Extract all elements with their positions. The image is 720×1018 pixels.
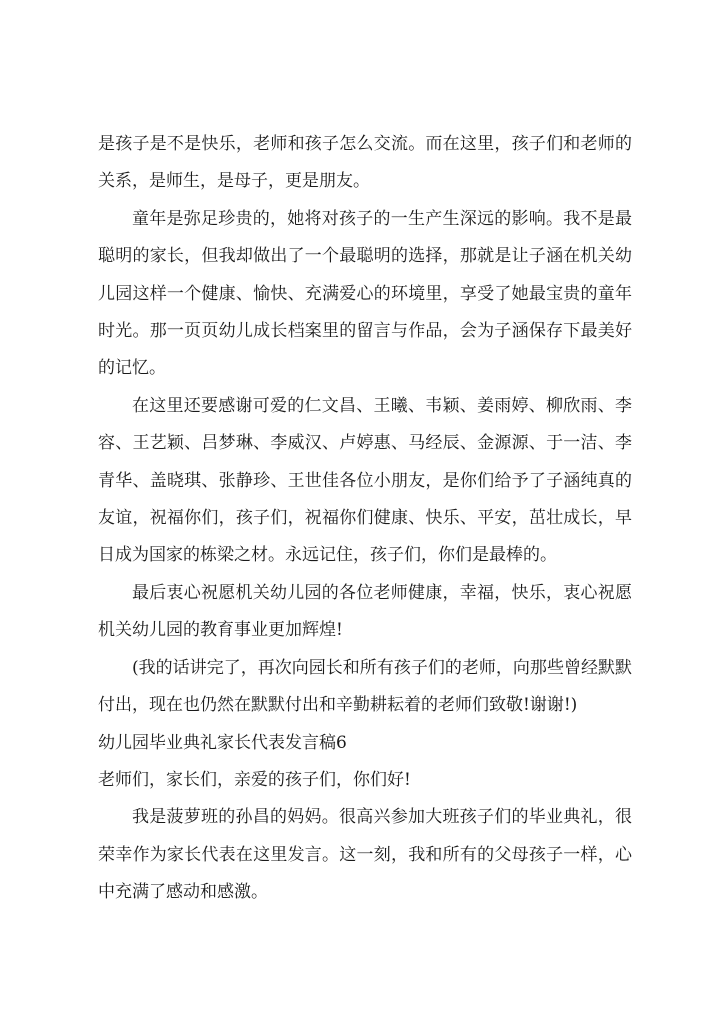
paragraph-4: 最后衷心祝愿机关幼儿园的各位老师健康，幸福，快乐，衷心祝愿机关幼儿园的教育事业更加辉煌! — [98, 582, 632, 641]
greeting: 老师们，家长们，亲爱的孩子们，你们好! — [98, 769, 411, 790]
paragraph-5: (我的话讲完了，再次向园长和所有孩子们的老师，向那些曾经默默付出，现在也仍然在默默付出和辛勤耕耘着的老师们致敬!谢谢!) — [98, 657, 632, 716]
document-page — [98, 126, 632, 912]
section-title: 幼儿园毕业典礼家长代表发言稿6 — [98, 732, 347, 753]
paragraph-3: 在这里还要感谢可爱的仁文昌、王曦、韦颖、姜雨婷、柳欣雨、李容、王艺颖、吕梦琳、李威汉、卢婷惠、马经辰、金源源、于一洁、李青华、盖晓琪、张静珍、王世佳各位小朋友，是你们给予了子涵纯真的友谊，祝福你们，孩子们，祝福你们健康、快乐、平安，茁壮成长，早日成为国家的栋梁之材。永远记住，孩子们，你们是最棒的。 — [98, 395, 632, 566]
paragraph-2: 童年是弥足珍贵的，她将对孩子的一生产生深远的影响。我不是最聪明的家长，但我却做出了一个最聪明的选择，那就是让子涵在机关幼儿园这样一个健康、愉快、充满爱心的环境里，享受了她最宝贵的童年时光。那一页页幼儿成长档案里的留言与作品，会为子涵保存下最美好的记忆。 — [98, 208, 632, 379]
closing-paragraph: 我是菠萝班的孙昌的妈妈。很高兴参加大班孩子们的毕业典礼，很荣幸作为家长代表在这里发言。这一刻，我和所有的父母孩子一样，心中充满了感动和感激。 — [98, 807, 632, 903]
paragraph-1: 是孩子是不是快乐，老师和孩子怎么交流。而在这里，孩子们和老师的关系，是师生，是母子，更是朋友。 — [98, 134, 632, 192]
